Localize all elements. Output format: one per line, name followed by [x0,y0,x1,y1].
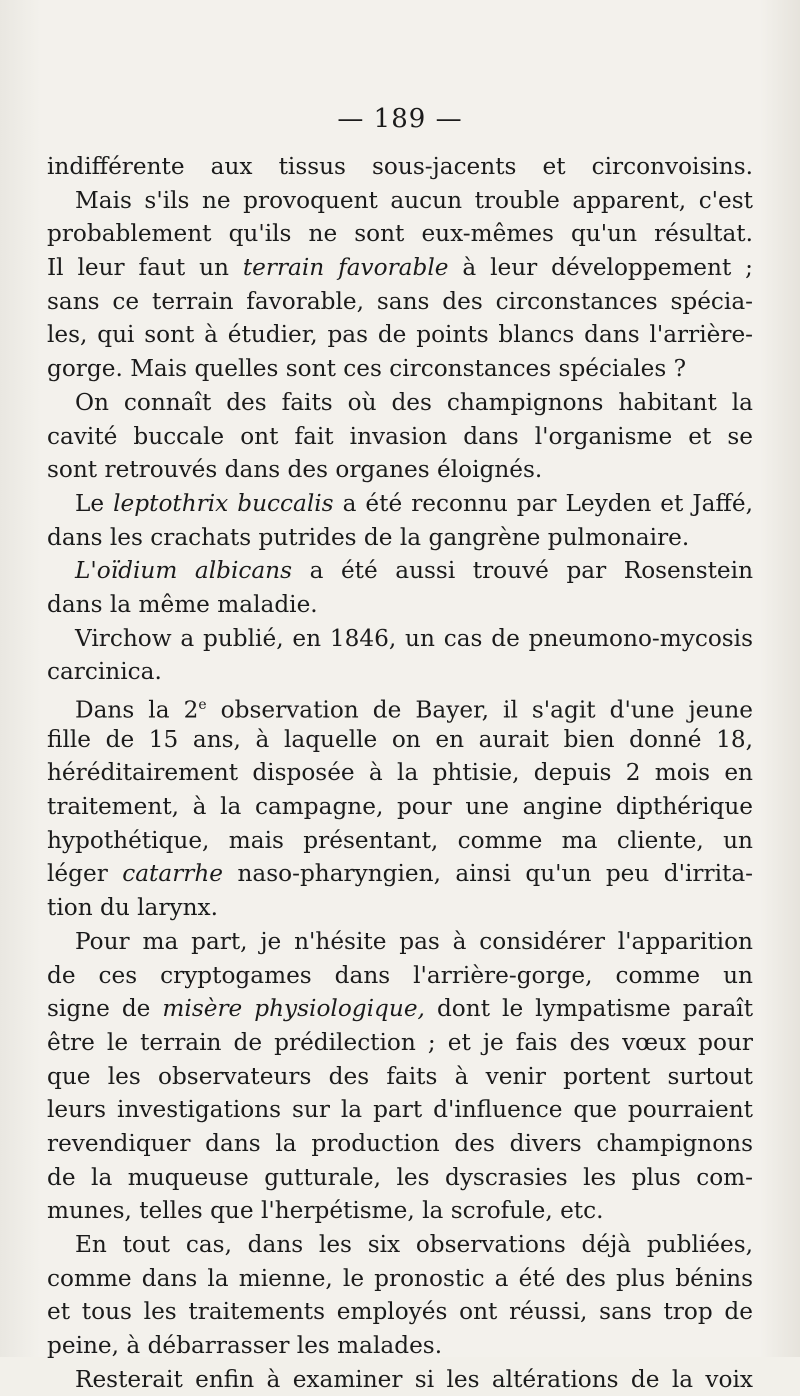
text-run: a été aussi trouvé par Rosenstein [292,557,754,585]
text-line [47,1194,753,1228]
text-run: En tout cas, dans les six observations déjà publiées, [75,1231,753,1258]
text-line [47,1127,753,1161]
text-line [47,285,753,319]
text-run: Dans la 2 [75,696,199,724]
text-line [47,487,753,521]
text-line [47,925,753,959]
text-line [47,251,753,285]
text-line [47,318,753,352]
text-line [47,1161,753,1195]
text-line [47,959,753,993]
text-run: les, qui sont à étudier, pas de points blancs dans l'arrière- [47,321,753,349]
text-line [47,521,753,555]
text-run: et tous les traitements employés ont réussi, sans trop de [47,1298,753,1326]
italic-run: leptothrix buccalis [113,489,334,517]
text-line [47,1363,753,1396]
text-line [47,824,753,858]
body-text [47,150,753,1396]
text-line [47,756,753,790]
italic-run: L'oïdium albicans [75,557,293,585]
text-run: cavité buccale ont fait invasion dans l'organisme et se [47,422,753,450]
text-run: signe de [47,995,163,1023]
text-line [47,1262,753,1296]
text-line [47,1228,753,1262]
page-number: — 189 — [337,104,463,134]
text-run: sans ce terrain favorable, sans des circonstances spécia- [47,287,753,315]
text-line [47,150,753,184]
text-run: Il leur faut un [47,254,243,282]
text-line [47,689,753,723]
text-run: munes, telles que l'herpétisme, la scrofule, etc. [47,1197,604,1225]
text-run: être le terrain de prédilection ; et je fais des vœux pour [47,1028,753,1056]
text-run: carcinica. [47,658,162,686]
text-run: peine, à débarrasser les malades. [47,1332,443,1360]
text-run: a été reconnu par Leyden et Jaffé, [333,489,754,517]
text-run: traitement, à la campagne, pour une angine dipthérique [47,793,753,821]
text-run: léger [47,860,123,888]
text-line [47,453,753,487]
superscript: e [198,697,207,713]
text-run: dans les crachats putrides de la gangrène pulmonaire. [47,523,690,551]
text-line [47,217,753,251]
text-line [47,891,753,925]
text-run: indifférente aux tissus sous-jacents et circonvoisins. [47,153,753,180]
text-run: Le [75,489,114,517]
text-run: tion du larynx. [47,894,218,922]
italic-run: catarrhe [122,860,224,888]
text-line [47,1060,753,1094]
text-line [47,1329,753,1363]
italic-run: misère physiologique, [162,995,425,1023]
text-run: Mais s'ils ne provoquent aucun trouble apparent, c'est [75,186,753,214]
text-run: dans la même maladie. [47,590,318,618]
text-run: probablement qu'ils ne sont eux-mêmes qu'un résultat. [47,220,753,248]
text-run: de ces cryptogames dans l'arrière-gorge, comme un [47,961,753,989]
text-run: On connaît des faits où des champignons habitant la [75,388,753,416]
text-line [47,857,753,891]
text-line [47,992,753,1026]
text-line [47,1093,753,1127]
text-run: gorge. Mais quelles sont ces circonstances spéciales ? [47,355,687,383]
text-run: dont le lympatisme paraît [424,995,754,1023]
text-line [47,184,753,218]
text-line [47,1295,753,1329]
text-run: que les observateurs des faits à venir portent surtout [47,1062,753,1090]
text-line [47,622,753,656]
text-run: hypothétique, mais présentant, comme ma cliente, un [47,826,753,854]
text-line [47,420,753,454]
text-run: naso-pharyngien, ainsi qu'un peu d'irrita- [223,860,753,888]
text-run: fille de 15 ans, à laquelle on en aurait bien donné 18, [47,725,753,753]
text-run: observation de Bayer, il s'agit d'une jeune [206,696,753,724]
text-run: sont retrouvés dans des organes éloignés. [47,456,543,484]
text-line [47,352,753,386]
text-line [47,790,753,824]
text-line [47,655,753,689]
text-run: de la muqueuse gutturale, les dyscrasies les plus com- [47,1163,753,1191]
text-run: Resterait enfin à examiner si les altérations de la voix [75,1365,753,1393]
italic-run: terrain favorable [242,254,449,282]
text-run: Virchow a publié, en 1846, un cas de pneumono-mycosis [75,624,753,652]
text-run: revendiquer dans la production des divers champignons [47,1129,753,1157]
text-run: leurs investigations sur la part d'influence que pourraient [47,1096,753,1124]
text-line [47,386,753,420]
text-run: comme dans la mienne, le pronostic a été des plus bénins [47,1264,753,1292]
text-line [47,554,753,588]
text-run: à leur développement ; [448,254,753,282]
text-run: Pour ma part, je n'hésite pas à considérer l'apparition [75,927,753,955]
text-line [47,588,753,622]
text-line [47,723,753,757]
text-run: héréditairement disposée à la phtisie, depuis 2 mois en [47,759,753,787]
text-line [47,1026,753,1060]
